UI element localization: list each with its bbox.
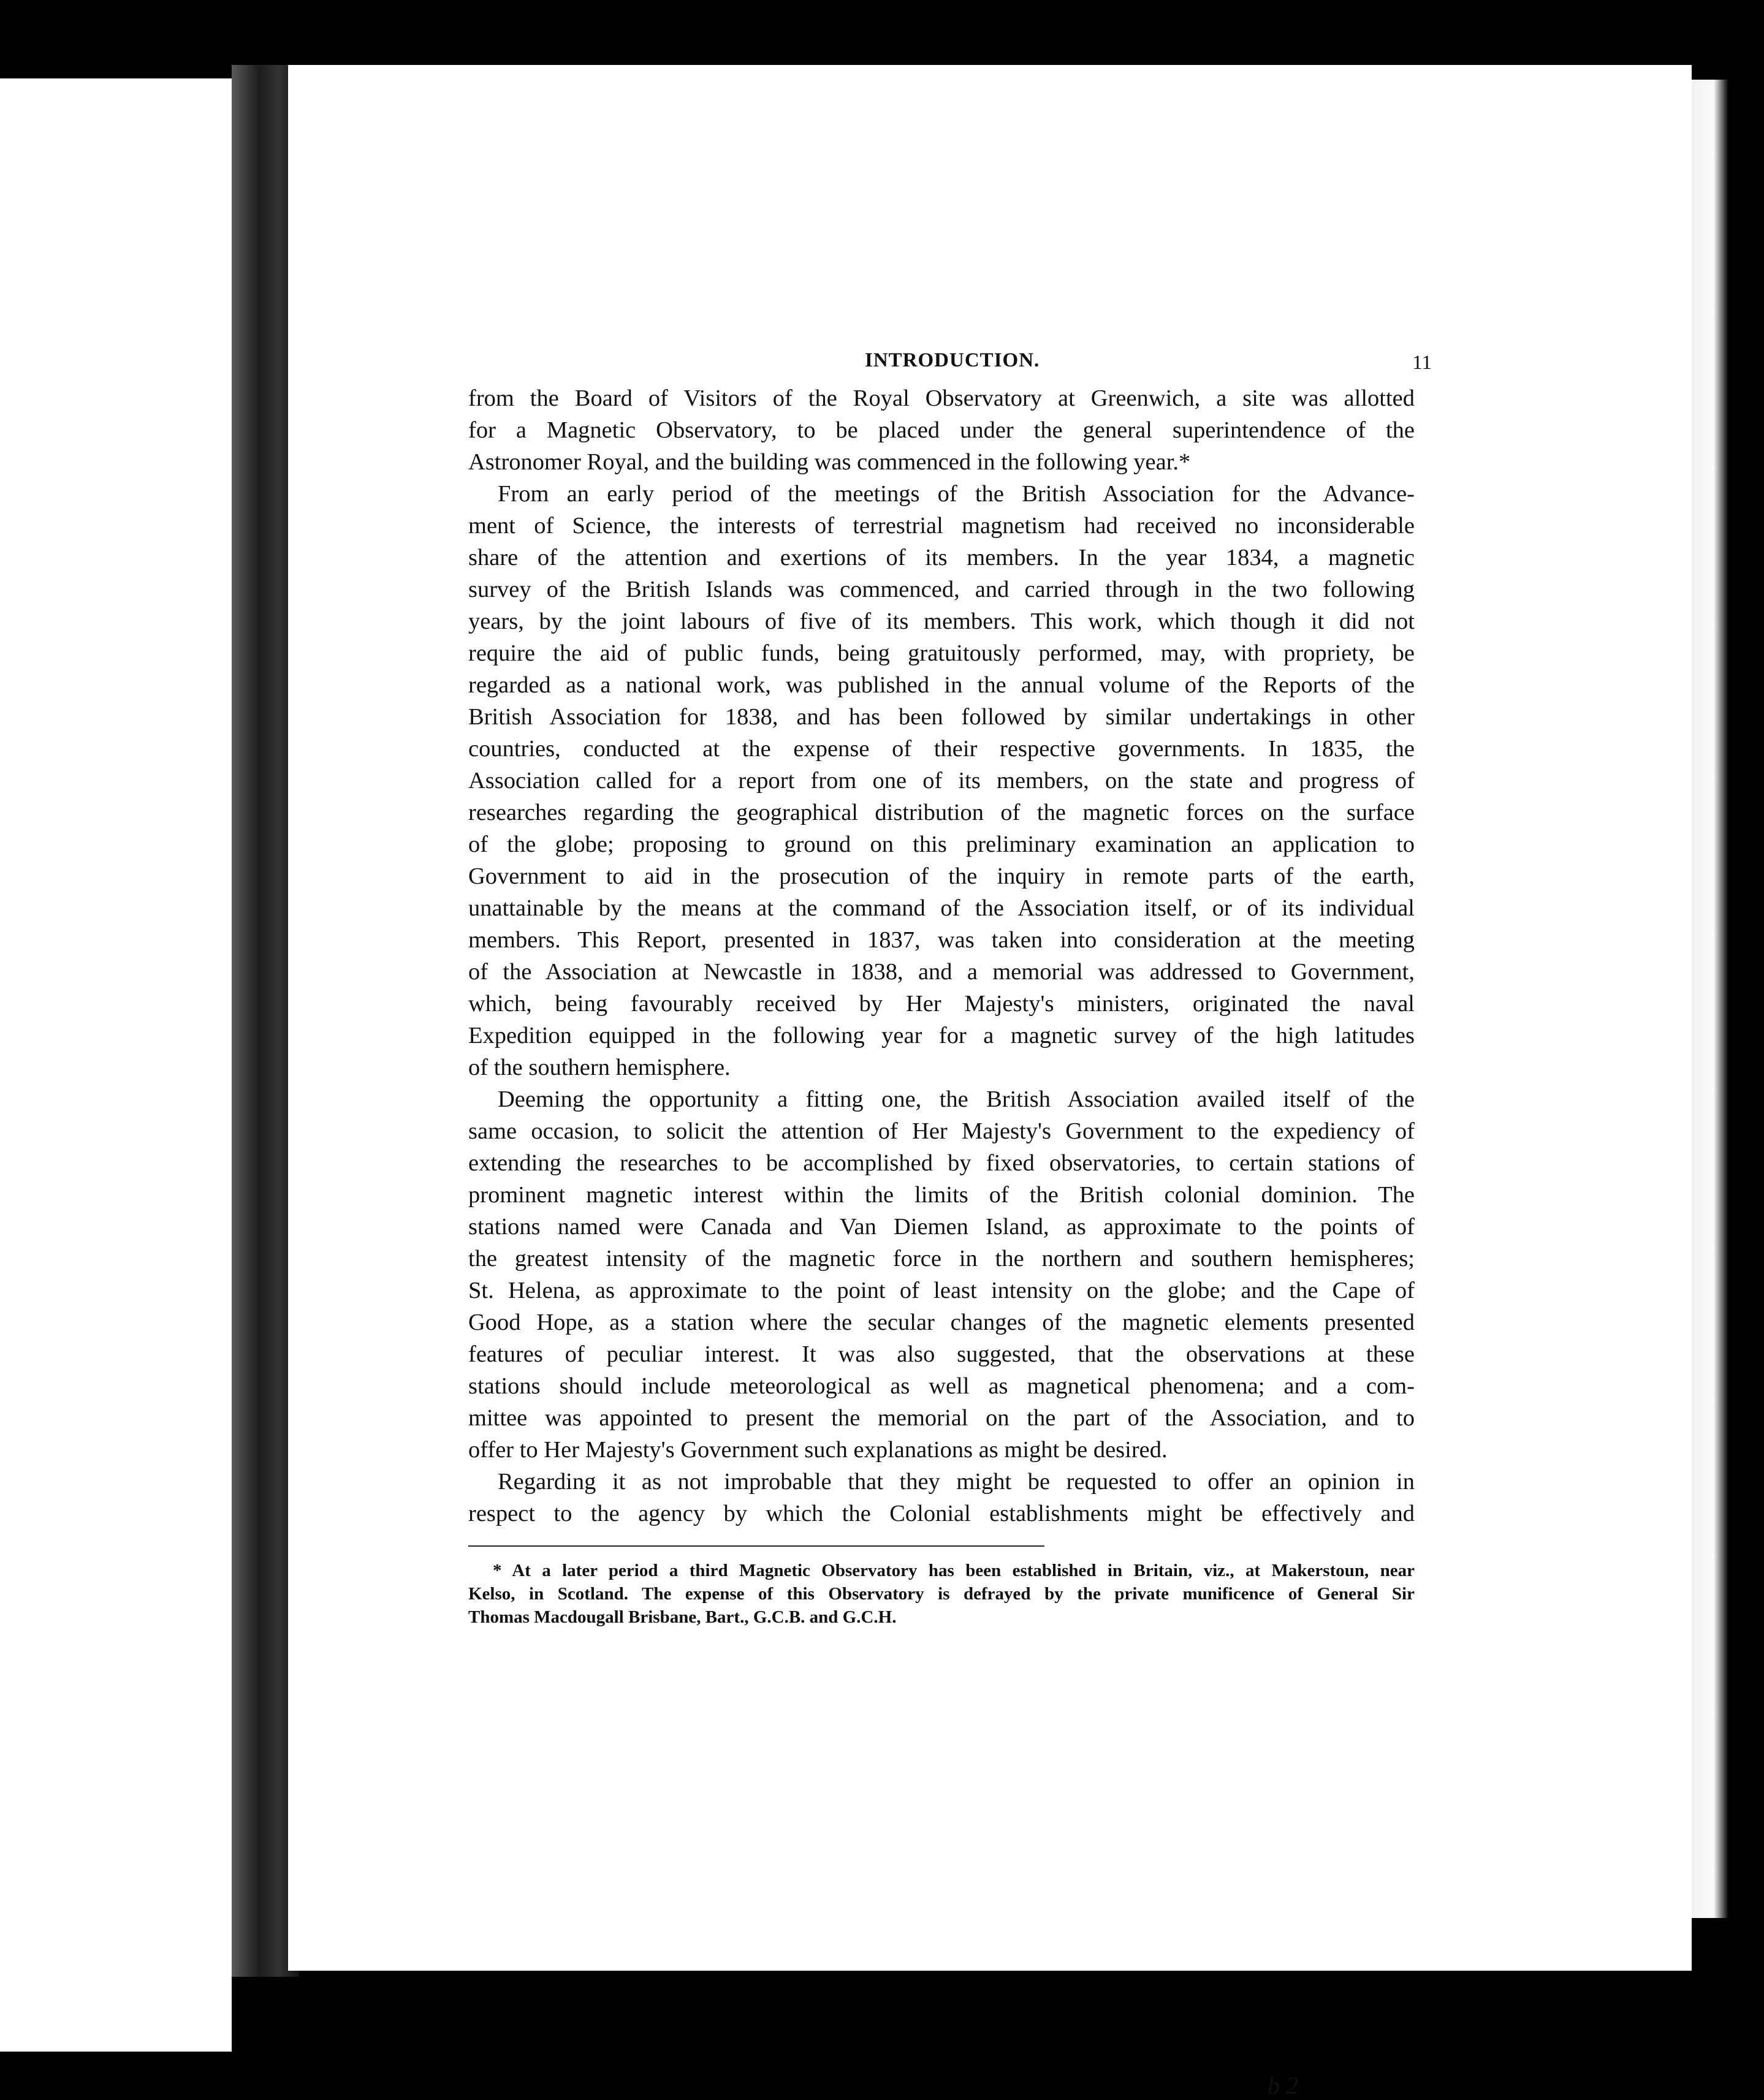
page-edge-shadow xyxy=(1692,80,1728,1918)
text-line: Association called for a report from one of its members, on the state and progress of xyxy=(468,768,1415,794)
paragraph xyxy=(468,478,1415,1083)
text-line: stations should include meteorological as well as magnetical phenomena; and a com- xyxy=(468,1373,1415,1399)
text-line: respect to the agency by which the Colonial establishments might be effectively and xyxy=(468,1501,1415,1526)
text-line: of the globe; proposing to ground on this preliminary examination an application to xyxy=(468,832,1415,857)
text-line: members. This Report, presented in 1837, was taken into consideration at the meeting xyxy=(468,927,1415,953)
running-head-title: INTRODUCTION. xyxy=(865,349,1040,371)
paragraph xyxy=(468,382,1415,478)
text-line: for a Magnetic Observatory, to be placed under the general superintendence of the xyxy=(468,417,1415,443)
text-line: the greatest intensity of the magnetic force in the northern and southern hemispheres; xyxy=(468,1246,1415,1272)
text-line: unattainable by the means at the command of the Association itself, or of its individual xyxy=(468,895,1415,921)
text-line: prominent magnetic interest within the limits of the British colonial dominion. The xyxy=(468,1182,1415,1208)
text-line: features of peculiar interest. It was also suggested, that the observations at these xyxy=(468,1341,1415,1367)
signature-mark: b 2 xyxy=(1268,2072,1298,2099)
text-line: from the Board of Visitors of the Royal Observatory at Greenwich, a site was allotted xyxy=(468,385,1415,411)
footnote xyxy=(468,1559,1415,1629)
text-line: countries, conducted at the expense of their respective governments. In 1835, the xyxy=(468,736,1415,762)
text-line: years, by the joint labours of five of its members. This work, which though it did not xyxy=(468,608,1415,634)
text-line: of the Association at Newcastle in 1838, and a memorial was addressed to Government, xyxy=(468,959,1415,985)
text-line: extending the researches to be accomplished by fixed observatories, to certain stations of xyxy=(468,1150,1415,1176)
text-line: mittee was appointed to present the memorial on the part of the Association, and to xyxy=(468,1405,1415,1431)
footnote-line: Thomas Macdougall Brisbane, Bart., G.C.B. and G.C.H. xyxy=(468,1607,897,1627)
footnote-line: * At a later period a third Magnetic Observatory has been established in Britain, viz., at Makerstoun, near xyxy=(493,1561,1415,1580)
text-line: Expedition equipped in the following year for a magnetic survey of the high latitudes xyxy=(468,1023,1415,1048)
text-line: same occasion, to solicit the attention of Her Majesty's Government to the expediency of xyxy=(468,1118,1415,1144)
page-text-block xyxy=(468,343,1432,1629)
text-line: From an early period of the meetings of the British Association for the Advance- xyxy=(498,481,1415,507)
text-line: Regarding it as not improbable that they might be requested to offer an opinion in xyxy=(498,1469,1415,1495)
page-number: 11 xyxy=(1412,352,1432,374)
paragraph xyxy=(468,1083,1415,1466)
body-text xyxy=(468,382,1415,1530)
text-line: share of the attention and exertions of its members. In the year 1834, a magnetic xyxy=(468,545,1415,570)
running-head xyxy=(468,343,1432,382)
footnote-line: Kelso, in Scotland. The expense of this Observatory is defrayed by the private munificence of General Sir xyxy=(468,1584,1415,1604)
facing-page-edge xyxy=(0,78,232,2052)
text-line: Deeming the opportunity a fitting one, the British Association availed itself of the xyxy=(498,1086,1415,1112)
text-line: researches regarding the geographical distribution of the magnetic forces on the surface xyxy=(468,800,1415,825)
footnote-rule xyxy=(468,1545,1044,1547)
text-line: offer to Her Majesty's Government such explanations as might be desired. xyxy=(468,1437,1168,1463)
text-line: Government to aid in the prosecution of the inquiry in remote parts of the earth, xyxy=(468,863,1415,889)
text-line: Astronomer Royal, and the building was commenced in the following year.* xyxy=(468,449,1191,475)
text-line: survey of the British Islands was commenced, and carried through in the two following xyxy=(468,577,1415,602)
paragraph xyxy=(468,1466,1415,1530)
text-line: St. Helena, as approximate to the point of least intensity on the globe; and the Cape of xyxy=(468,1278,1415,1303)
text-line: British Association for 1838, and has been followed by similar undertakings in other xyxy=(468,704,1415,730)
text-line: regarded as a national work, was published in the annual volume of the Reports of the xyxy=(468,672,1415,698)
text-line: ment of Science, the interests of terrestrial magnetism had received no inconsiderable xyxy=(468,513,1415,539)
text-line: require the aid of public funds, being gratuitously performed, may, with propriety, be xyxy=(468,640,1415,666)
text-line: stations named were Canada and Van Diemen Island, as approximate to the points of xyxy=(468,1214,1415,1240)
text-line: Good Hope, as a station where the secular changes of the magnetic elements presented xyxy=(468,1310,1415,1335)
text-line: which, being favourably received by Her Majesty's ministers, originated the naval xyxy=(468,991,1415,1017)
text-line: of the southern hemisphere. xyxy=(468,1055,731,1080)
